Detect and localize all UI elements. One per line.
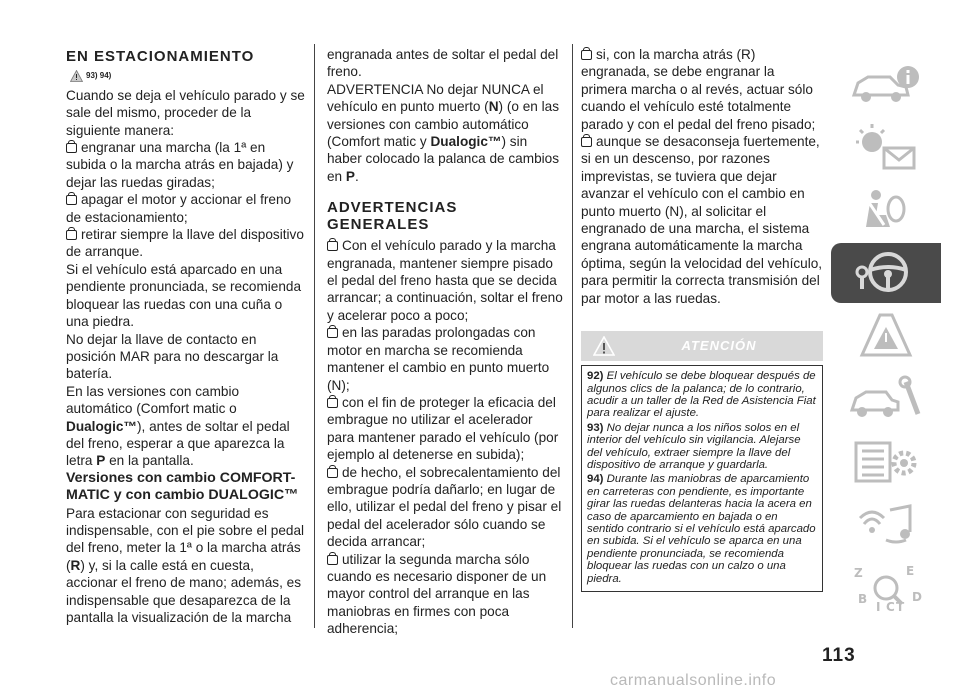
airbag-seat-icon xyxy=(846,185,926,235)
attention-item: 92) El vehículo se debe bloquear después de algunos clics de la palanca; de lo contrario, acudir a un taller de la Red de Asistencia Fiat para realizar el ajuste. xyxy=(587,370,816,420)
list-item: apagar el motor y accionar el freno de estacionamiento; xyxy=(66,192,292,225)
column-divider xyxy=(314,44,315,628)
lock-bullet-icon xyxy=(327,398,338,408)
paragraph: Si el vehículo está aparcado en una pendiente pronunciada, se recomienda bloquear las ruedas con una cuña o una piedra. xyxy=(66,261,302,330)
list-item: con el fin de proteger la eficacia del embrague no utilizar el acelerador para mantener parado el vehículo (por ejemplo al detenerse en subida); xyxy=(327,394,559,463)
steering-wheel-key-icon xyxy=(846,248,926,298)
svg-text:D: D xyxy=(912,590,922,604)
list-item: engranar una marcha (la 1ª en subida o la marcha atrás en bajada) y dejar las ruedas giradas; xyxy=(66,140,294,190)
section-heading: ADVERTENCIAS GENERALES xyxy=(327,199,458,234)
svg-text:Z: Z xyxy=(854,566,863,580)
list-item: si, con la marcha atrás (R) engranada, se debe engranar la primera marcha o al revés, actuar sólo cuando el vehículo esté totalmente parado y con el pedal del freno pisado; xyxy=(581,47,816,132)
svg-text:I: I xyxy=(876,600,881,613)
svg-text:C: C xyxy=(886,600,895,613)
list-item: aunque se desaconseja fuertemente, si en un descenso, por razones imprevistas, se tuviera que dejar avanzar el vehículo con el cambio en punto muerto (N), al solicitar el engranado de una marcha, el sistema engrana automáticamente la marcha óptima, según la velocidad del vehículo, para permitir la correcta transmisión del par motor a las ruedas. xyxy=(581,134,823,306)
attention-item: 93) No dejar nunca a los niños solos en el interior del vehículo sin vigilancia. Alejarse del vehículo, extraer siempre la llave del dispositivo de arranque y guardarla. xyxy=(587,421,801,471)
svg-text:B: B xyxy=(858,592,868,606)
lock-bullet-icon xyxy=(327,468,338,478)
warning-triangle-icon xyxy=(593,336,615,356)
sub-heading: Versiones con cambio COMFORT-MATIC y con cambio DUALOGIC™ xyxy=(66,469,299,504)
alphabet-index-icon xyxy=(846,563,926,613)
media-music-icon xyxy=(846,500,926,550)
lock-bullet-icon xyxy=(581,50,592,60)
lock-bullet-icon xyxy=(327,555,338,565)
tab-safety[interactable] xyxy=(831,180,941,240)
lock-bullet-icon xyxy=(581,137,592,147)
attention-item: 94) Durante las maniobras de aparcamiento en carreteras con pendiente, es importante girar las ruedas delanteras hacia la acera en caso de aparcamiento en bajada o en sentido contrario si el vehículo está aparcado en subida. Si el vehículo se aparca en una pendiente pronunciada, se recomienda bloquear las ruedas con un calzo o una piedra. xyxy=(587,473,816,585)
tab-maintenance[interactable] xyxy=(831,369,941,429)
paragraph: En las versiones con cambio automático (Comfort matic o Dualogic™), antes de soltar el pedal del freno, esperar a que aparezca la letra P en la pantalla. xyxy=(66,383,290,469)
column-1 xyxy=(66,48,306,626)
attention-title: ATENCIÓN xyxy=(681,338,757,354)
paragraph: No dejar la llave de contacto en posición MAR para no descargar la batería. xyxy=(66,331,279,382)
lock-bullet-icon xyxy=(66,230,77,240)
tab-car-info[interactable] xyxy=(831,54,941,114)
attention-box xyxy=(581,365,823,592)
road-warning-icon xyxy=(846,311,926,361)
lock-bullet-icon xyxy=(66,143,77,153)
car-wrench-icon xyxy=(846,374,926,424)
paragraph: Para estacionar con seguridad es indispensable, con el pie sobre el pedal del freno, meter la 1ª o la marcha atrás (R) y, si la calle está en cuesta, accionar el freno de mano; además, es indispensable que desaparezca de la pantalla la visualización de la marcha xyxy=(66,505,305,625)
intro-text: Cuando se deja el vehículo parado y se sale del mismo, proceder de la siguiente manera: xyxy=(66,87,305,138)
list-item: en las paradas prolongadas con motor en marcha se recomienda mantener el cambio en punto muerto (N); xyxy=(327,325,550,393)
svg-text:T: T xyxy=(896,600,905,613)
warning-refs: 93) 94) xyxy=(70,67,306,84)
lock-bullet-icon xyxy=(327,328,338,338)
tab-starting-driving[interactable] xyxy=(831,243,941,303)
page-number: 113 xyxy=(822,645,856,666)
column-3 xyxy=(581,46,823,592)
lock-bullet-icon xyxy=(66,195,77,205)
car-info-icon xyxy=(846,59,926,109)
attention-header xyxy=(581,331,823,361)
tab-technical-data[interactable] xyxy=(831,432,941,492)
column-2 xyxy=(327,46,563,638)
warning-lights-icon xyxy=(846,122,926,172)
list-item: retirar siempre la llave del dispositivo de arranque. xyxy=(66,227,304,260)
warning-triangle-icon xyxy=(70,70,83,82)
chapter-sidebar xyxy=(831,54,941,621)
tab-multimedia[interactable] xyxy=(831,495,941,555)
list-item: Con el vehículo parado y la marcha engranada, mantener siempre pisado el pedal del freno hasta que se decida arrancar; a continuación, soltar el freno y acelerar poco a poco; xyxy=(327,238,563,323)
column-divider xyxy=(572,44,573,628)
svg-text:E: E xyxy=(906,564,915,578)
paragraph: engranada antes de soltar el pedal del freno. xyxy=(327,47,559,80)
tab-warning-lights[interactable] xyxy=(831,117,941,177)
tab-emergency[interactable] xyxy=(831,306,941,366)
data-gear-icon xyxy=(846,437,926,487)
list-item: de hecho, el sobrecalentamiento del embrague podría dañarlo; en lugar de ello, utilizar el pedal del freno y pisar el pedal del acelerador sólo cuando se decida arrancar; xyxy=(327,464,562,550)
tab-index[interactable] xyxy=(831,558,941,618)
advertencia-paragraph: ADVERTENCIA No dejar NUNCA el vehículo en punto muerto (N) (o en las versiones con cambio automático (Comfort matic y Dualogic™) sin haber colocado la palanca de cambios en P. xyxy=(327,81,560,184)
watermark: carmanualsonline.info xyxy=(610,672,777,689)
lock-bullet-icon xyxy=(327,241,338,251)
list-item: utilizar la segunda marcha sólo cuando es necesario disponer de un mayor control del arranque en las maniobras en firmes con poca adherencia; xyxy=(327,551,547,637)
section-heading: EN ESTACIONAMIENTO xyxy=(66,48,255,65)
